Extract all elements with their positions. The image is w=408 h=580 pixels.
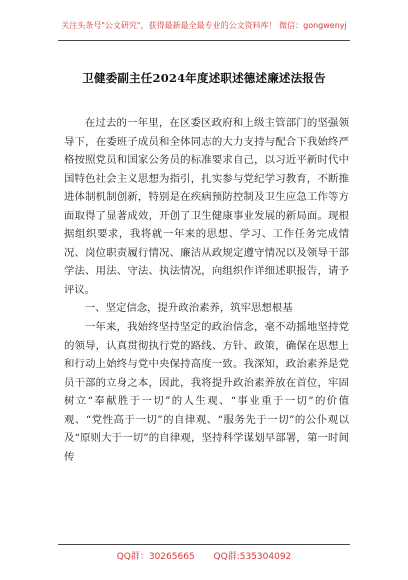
footer-divider xyxy=(58,544,350,545)
document-title: 卫健委副主任2024年度述职述德述廉述法报告 xyxy=(82,71,326,85)
section-heading: 一、坚定信念，提升政治素养，筑牢思想根基 xyxy=(84,302,293,315)
footer-qq-group-2: QQ群:535304092 xyxy=(213,552,292,562)
paragraph-section-one: 一年来，我始终坚持坚定的政治信念，毫不动摇地坚持党的领导，认真贯彻执行党的路线、方针、政策，确保在思想上和行动上始终与党中央保持高度一致。我深知，政治素养是党员干部的立身之本，因此，我将提升政治素养放在首位，牢固树立“奉献胜于一切”的人生观、“事业重于一切”的价值观、“党性高于一切”的自律观、“服务先于一切”的公仆观以及“原则大于一切”的自律观，坚持科学谋划早部署，第一时间传 xyxy=(64,321,349,463)
document-body xyxy=(64,114,349,466)
header-banner: 关注头条号"公文研究"，获得最新最全最专业的公文资料库！ 微信：gongwenyj xyxy=(61,21,347,30)
footer-qq-group-1: QQ群：30265665 xyxy=(116,552,195,562)
header-divider xyxy=(58,40,350,41)
paragraph-intro: 在过去的一年里，在区委区政府和上级主管部门的坚强领导下，在委班子成员和全体同志的大力支持与配合下我始终严格按照党员和国家公务员的标准要求自己，以习近平新时代中国特色社会主义思想为指引，扎实参与党纪学习教育，不断推进体制机制创新，特别是在疾病预防控制及卫生应急工作等方面取得了显著成效，开创了卫生健康事业发展的新局面。现根据组织要求，我将就一年来的思想、学习、工作任务完成情况、岗位职责履行情况、廉洁从政规定遵守情况以及领导干部学法、用法、守法、执法情况，向组织作详细述职报告，请予评议。 xyxy=(64,117,349,296)
footer xyxy=(0,549,408,562)
